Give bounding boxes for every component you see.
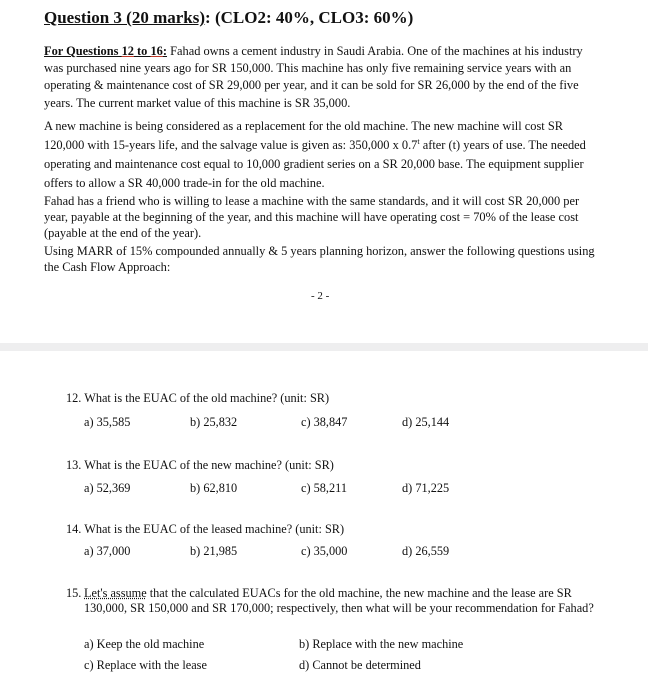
lease-paragraph: Fahad has a friend who is willing to lease a machine with the same standards, and it will cost SR 20,000 per year, payable at the beginning of the year, and this machine will have operating cost = 70% of the lease cost (payable at the end of the year). bbox=[44, 194, 580, 241]
new-machine-paragraph: A new machine is being considered as a replacement for the old machine. The new machine will cost SR 120,000 with 15-years life, and the salvage value is given as: 350,000 x 0.7$^t$ after (t) years of use. The needed operating and maintenance cost equal to 10,000 gradient series on a SR 20,000 base. The equipment supplier offers to allow a SR 40,000 trade-in for the old machine. bbox=[44, 119, 586, 190]
question-14-option-b[interactable]: b) 21,985 bbox=[190, 544, 238, 558]
question-12-option-c[interactable]: c) 38,847 bbox=[301, 415, 348, 429]
exam-page-2 bbox=[0, 351, 648, 700]
question-13-option-b[interactable]: b) 62,810 bbox=[190, 481, 238, 495]
question-15-text: that the calculated EUACs for the old machine, the new machine and the lease are SR 130,000, SR 150,000 and SR 170,000; respectively, then what will be your recommendation for Fahad? bbox=[84, 586, 594, 615]
intro-paragraph-old-machine bbox=[44, 43, 604, 112]
question-title bbox=[44, 8, 413, 28]
question-15-number: 15. bbox=[66, 586, 82, 600]
question-12-option-b[interactable]: b) 25,832 bbox=[190, 415, 238, 429]
question-13-option-d[interactable]: d) 71,225 bbox=[402, 481, 450, 495]
question-15-option-d[interactable]: d) Cannot be determined bbox=[299, 658, 421, 672]
question-14-option-d[interactable]: d) 26,559 bbox=[402, 544, 450, 558]
question-13-option-c[interactable]: c) 58,211 bbox=[301, 481, 347, 495]
question-12-option-a[interactable]: a) 35,585 bbox=[84, 415, 131, 429]
question-marks: Question 3 (20 marks) bbox=[44, 8, 206, 27]
question-15-option-b[interactable]: b) Replace with the new machine bbox=[299, 637, 464, 651]
question-15-stem bbox=[66, 586, 606, 615]
question-13-option-a[interactable]: a) 52,369 bbox=[84, 481, 131, 495]
question-15-option-a[interactable]: a) Keep the old machine bbox=[84, 637, 205, 651]
old-machine-text: Fahad owns a cement industry in Saudi Arabia. One of the machines at his industry was purchased nine years ago for SR 150,000. This machine has only five remaining service years with an operating & maintenance cost of SR 29,000 per year, and it can be sold for SR 26,000 by the end of the five years. The current market value of this machine is SR 35,000. bbox=[44, 44, 583, 110]
questions-range-label: For Questions 12 to 16: bbox=[44, 44, 168, 58]
question-15-option-c[interactable]: c) Replace with the lease bbox=[84, 658, 207, 672]
question-14-option-a[interactable]: a) 37,000 bbox=[84, 544, 131, 558]
question-13-stem: 13. What is the EUAC of the new machine? (unit: SR) bbox=[66, 458, 334, 472]
question-12-stem: 12. What is the EUAC of the old machine? (unit: SR) bbox=[66, 391, 330, 405]
clo-weights: : (CLO2: 40%, CLO3: 60%) bbox=[205, 8, 414, 27]
page-number: - 2 - bbox=[311, 290, 330, 302]
question-15-lead: Let's assume bbox=[84, 586, 147, 600]
marr-paragraph: Using MARR of 15% compounded annually & 5 years planning horizon, answer the following questions using the Cash Flow Approach: bbox=[44, 244, 595, 275]
question-12-option-d[interactable]: d) 25,144 bbox=[402, 415, 450, 429]
question-14-stem: 14. What is the EUAC of the leased machine? (unit: SR) bbox=[66, 522, 345, 536]
question-14-option-c[interactable]: c) 35,000 bbox=[301, 544, 348, 558]
exam-page-1 bbox=[0, 0, 648, 343]
